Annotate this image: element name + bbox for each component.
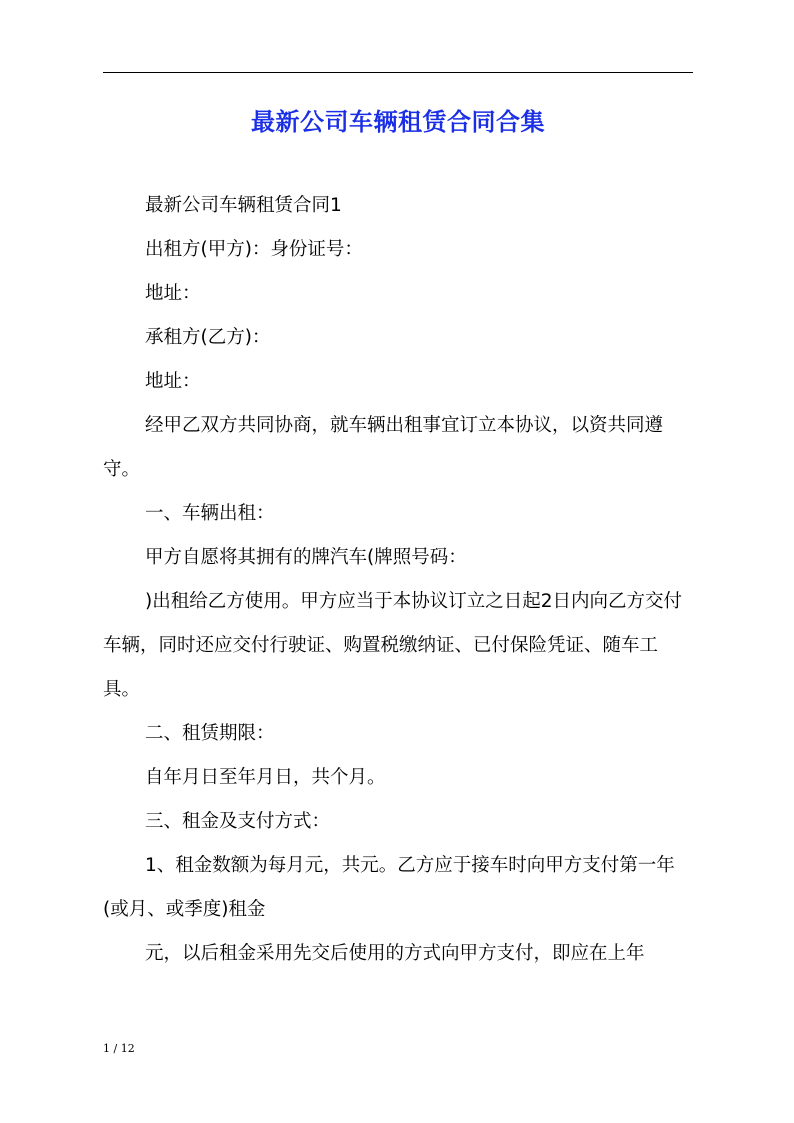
paragraph-rent-amount: 1、租金数额为每月元，共元。乙方应于接车时向甲方支付第一年(或月、或季度)租金 [103, 855, 675, 920]
document-body [103, 184, 693, 976]
paragraph-lessee-address: 地址： [145, 371, 201, 392]
document-title: 最新公司车辆租赁合同合集 [251, 108, 545, 136]
paragraph-section-1-heading: 一、车辆出租： [145, 503, 275, 524]
paragraph-contract-heading: 最新公司车辆租赁合同1 [145, 195, 342, 216]
paragraph-vehicle-delivery: )出租给乙方使用。甲方应当于本协议订立之日起2日内向乙方交付车辆，同时还应交付行驶证、购置税缴纳证、已付保险凭证、随车工具。 [103, 591, 682, 700]
paragraph-lease-term: 自年月日至年月日，共个月。 [145, 767, 386, 788]
paragraph-lessor: 出租方(甲方)：身份证号： [145, 239, 363, 260]
paragraph-lessee: 承租方(乙方)： [145, 327, 271, 348]
paragraph-lessor-address: 地址： [145, 283, 201, 304]
paragraph-section-3-heading: 三、租金及支付方式： [145, 811, 331, 832]
header-rule [103, 72, 693, 73]
paragraph-vehicle-intro: 甲方自愿将其拥有的牌汽车(牌照号码： [145, 547, 467, 568]
page-number: 1 / 12 [103, 1042, 135, 1055]
paragraph-rent-payment: 元，以后租金采用先交后使用的方式向甲方支付，即应在上年 [145, 943, 645, 964]
paragraph-section-2-heading: 二、租赁期限： [145, 723, 275, 744]
paragraph-preamble: 经甲乙双方共同协商，就车辆出租事宜订立本协议，以资共同遵守。 [103, 415, 664, 480]
